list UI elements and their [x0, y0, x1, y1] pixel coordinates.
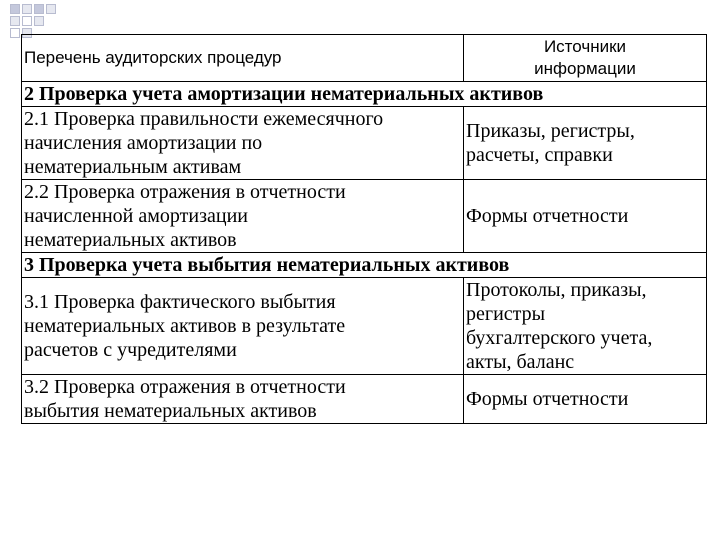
procedure-line: нематериальных активов: [24, 229, 237, 251]
table-row: [22, 180, 707, 253]
procedure-line: нематериальным активам: [24, 156, 242, 178]
procedure-cell: [22, 180, 464, 253]
section-row: [22, 253, 707, 278]
procedure-line: начисления амортизации по: [24, 132, 263, 154]
procedure-line: расчетов с учредителями: [24, 339, 237, 361]
source-line: Формы отчетности: [466, 205, 629, 227]
procedure-line: 2.1 Проверка правильности ежемесячного: [24, 108, 384, 130]
deco-square: [22, 16, 32, 26]
source-cell: [464, 180, 707, 253]
deco-square: [46, 4, 56, 14]
source-line: Приказы, регистры,: [466, 120, 635, 142]
procedure-line: 3.2 Проверка отражения в отчетности: [24, 376, 346, 398]
procedure-line: нематериальных активов в результате: [24, 315, 346, 337]
procedure-cell: [22, 375, 464, 424]
source-cell: [464, 278, 707, 375]
procedure-line: 3.1 Проверка фактического выбытия: [24, 291, 336, 313]
procedure-line: выбытия нематериальных активов: [24, 400, 317, 422]
procedure-cell: [22, 107, 464, 180]
section-title: 2 Проверка учета амортизации нематериальных активов: [22, 82, 707, 107]
procedure-line: начисленной амортизации: [24, 205, 248, 227]
source-line: бухгалтерского учета,: [466, 327, 653, 349]
deco-square: [22, 4, 32, 14]
procedures-header-label: Перечень аудиторских процедур: [24, 48, 282, 67]
section-title: 3 Проверка учета выбытия нематериальных активов: [22, 253, 707, 278]
source-cell: [464, 107, 707, 180]
procedures-header: [22, 35, 464, 82]
table-row: [22, 278, 707, 375]
section-row: [22, 82, 707, 107]
deco-square: [34, 4, 44, 14]
deco-square: [34, 16, 44, 26]
table-header-row: [22, 35, 707, 82]
source-line: Формы отчетности: [466, 388, 629, 410]
deco-square: [10, 28, 20, 38]
source-cell: [464, 375, 707, 424]
procedure-line: 2.2 Проверка отражения в отчетности: [24, 181, 346, 203]
source-line: регистры: [466, 303, 546, 325]
deco-square: [10, 16, 20, 26]
source-line: расчеты, справки: [466, 144, 613, 166]
procedure-cell: [22, 278, 464, 375]
source-line: акты, баланс: [466, 351, 575, 373]
deco-square: [10, 4, 20, 14]
source-line: Протоколы, приказы,: [466, 279, 647, 301]
table-row: [22, 107, 707, 180]
sources-header-line: информации: [534, 59, 636, 78]
table-row: [22, 375, 707, 424]
audit-procedures-table: [21, 34, 707, 424]
sources-header-line: Источники: [543, 37, 627, 56]
sources-header: [464, 35, 707, 82]
